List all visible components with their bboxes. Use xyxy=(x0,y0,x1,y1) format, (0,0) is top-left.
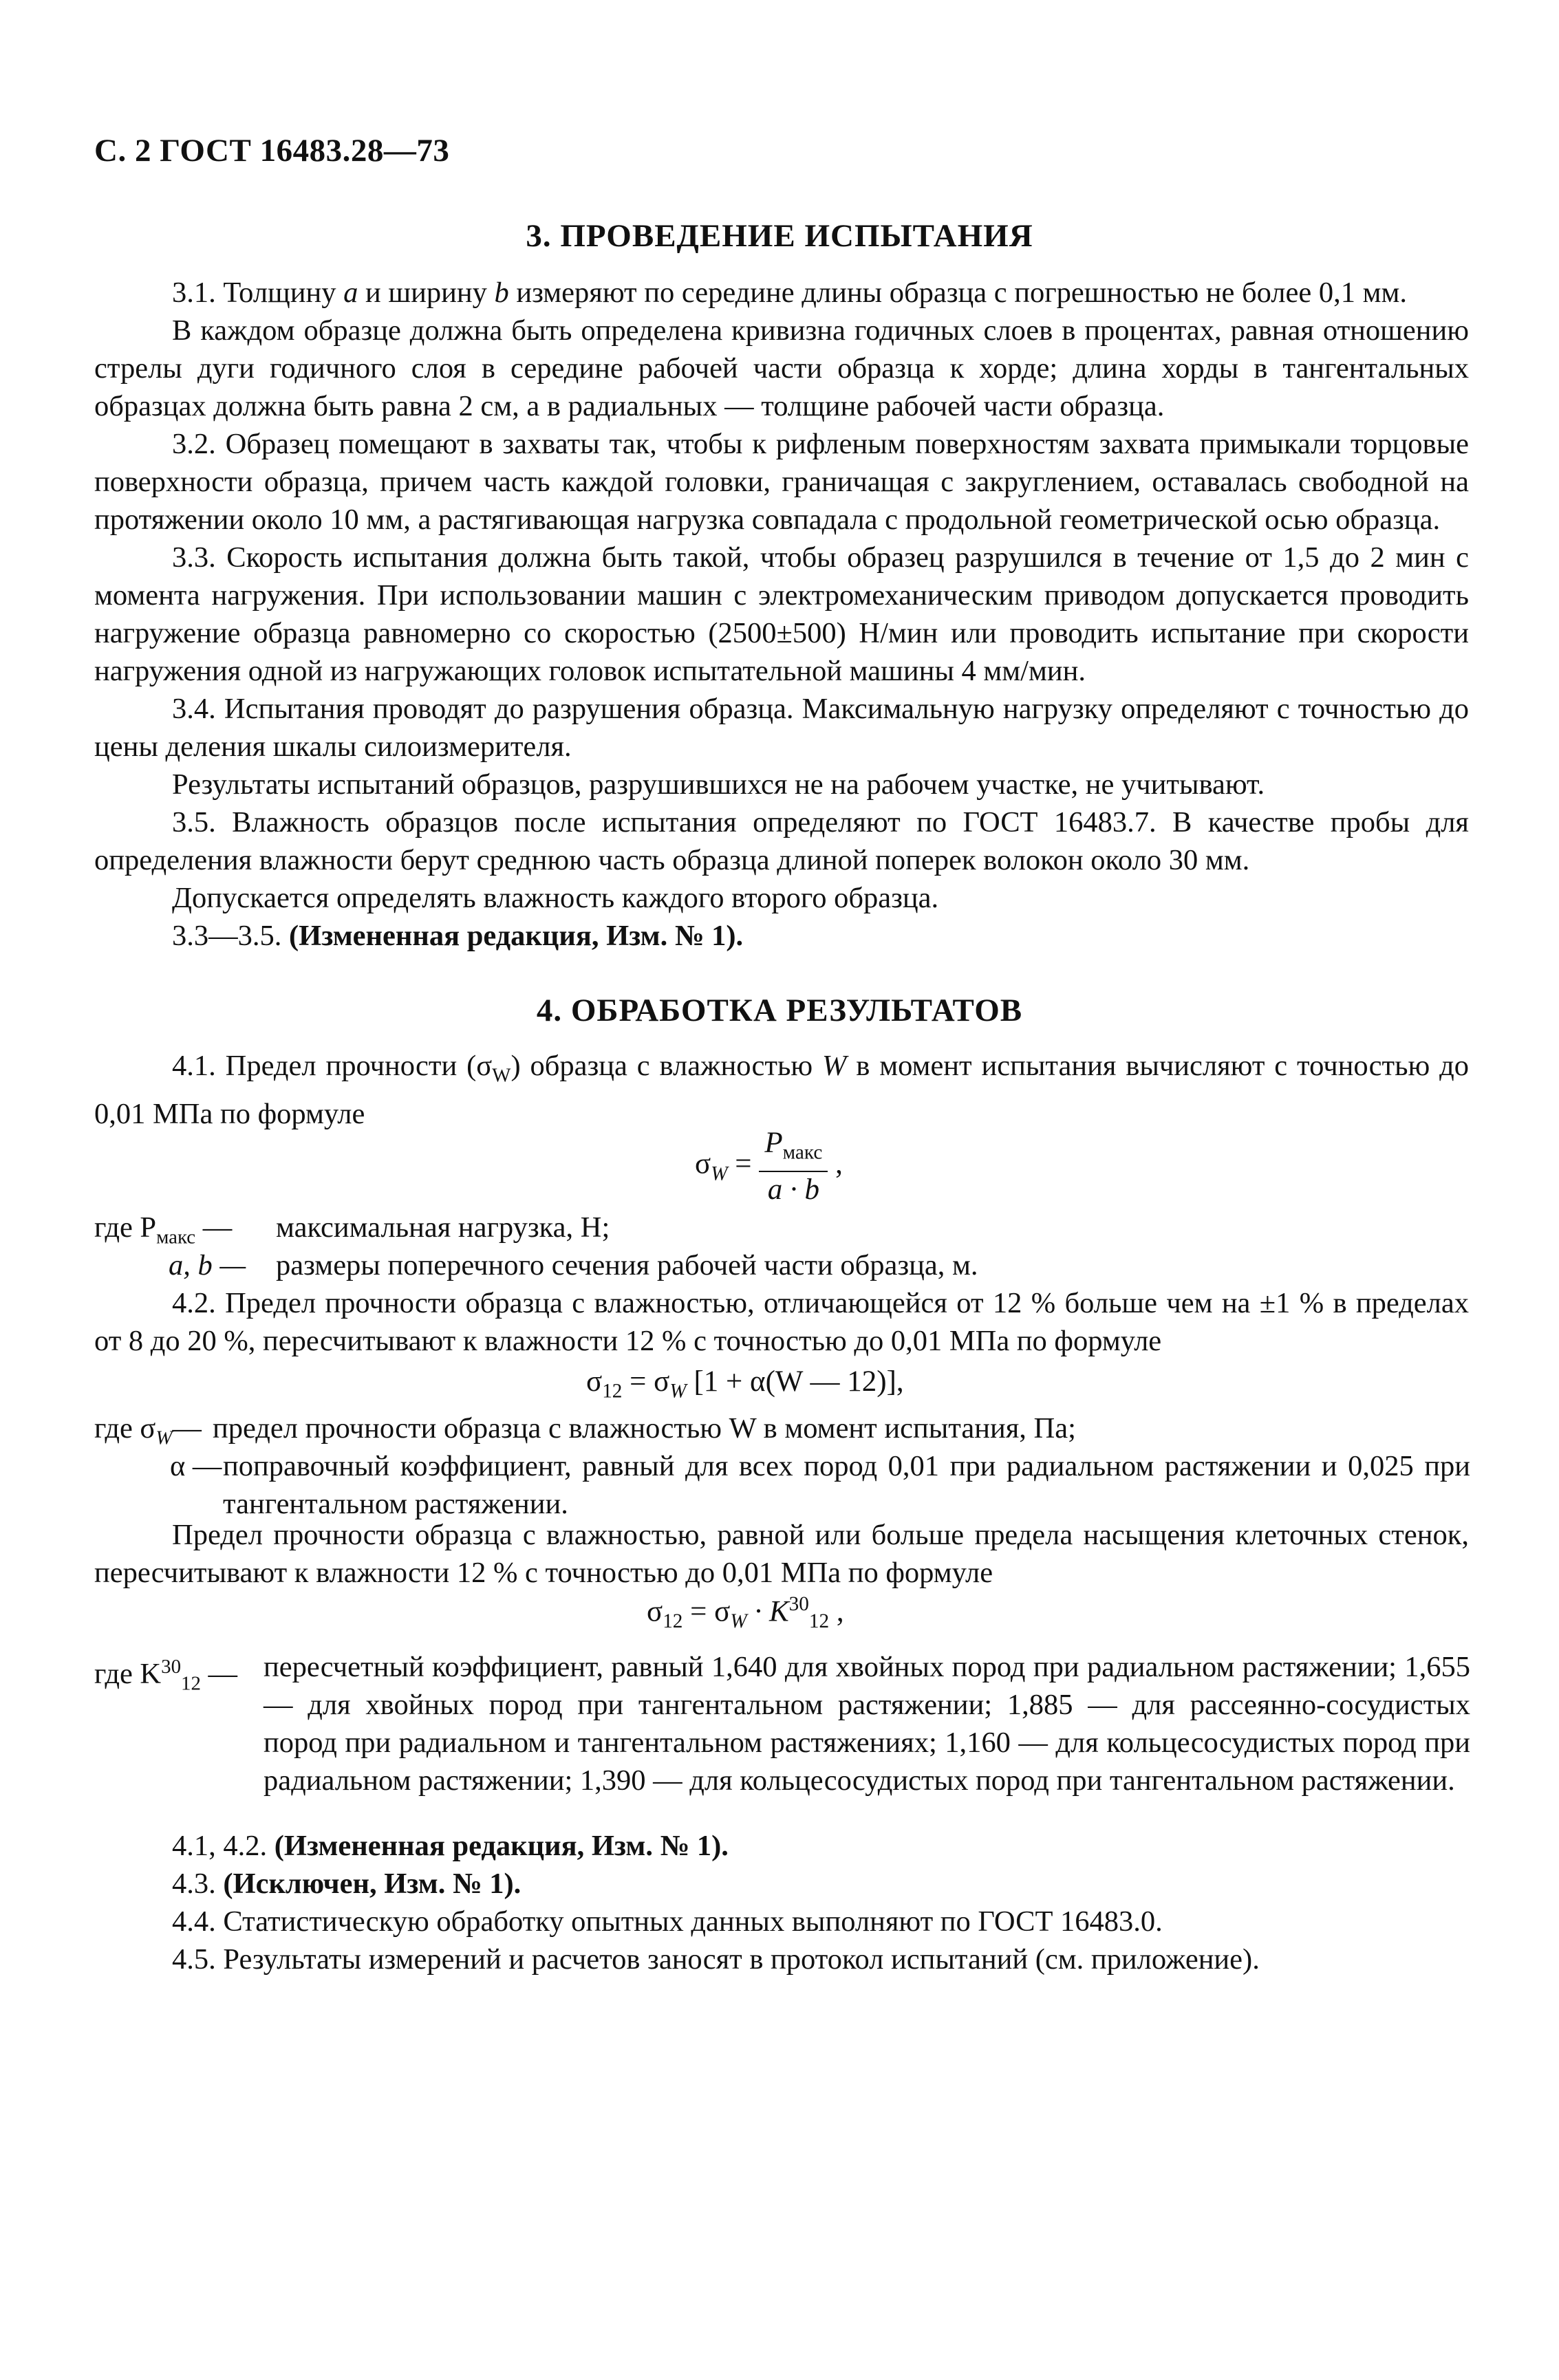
paragraph-4-2-saturation: Предел прочности образца с влажностью, равной или больше предела насыщения клеточных стенок, пересчитывают к влажности 12 % с точностью до 0,01 МПа по формуле xyxy=(94,1519,1469,1589)
paragraph-3-3: 3.3. Скорость испытания должна быть такой, чтобы образец разрушился в течение от 1,5 до 2 мин с момента нагружения. При использовании машин с электромеханическим приводом допускается проводить нагружение образца равномерно со скоростью (2500±500) Н/мин или проводить испытание при скорости нагружения одной из нагружающих головок испытательной машины 4 мм/мин. xyxy=(94,541,1469,687)
amendment-note-4-1: 4.1, 4.2. (Измененная редакция, Изм. № 1). xyxy=(172,1830,729,1862)
section-4-title: 4. ОБРАБОТКА РЕЗУЛЬТАТОВ xyxy=(536,993,1023,1028)
formula-sigma-12: $\sigma_{12} = \sigma_W$ [1 + α(W — 12)], xyxy=(586,1365,904,1403)
definition-text-pmax: максимальная нагрузка, Н; xyxy=(276,1211,610,1244)
definition-text-ab: размеры поперечного сечения рабочей части образца, м. xyxy=(276,1249,978,1281)
paragraph-3-1-curvature: В каждом образце должна быть определена кривизна годичных слоев в процентах, равная отношению стрелы дуги годичного слоя в середине рабочей части образца к хорде; длина хорды в тангентальных образцах должна быть равна 2 см, а в радиальных — толщине рабочей части образца. xyxy=(94,314,1469,422)
definition-label-sigma-w: где $\sigma_W—$ xyxy=(94,1412,202,1449)
definition-text-k: пересчетный коэффициент, равный 1,640 для хвойных пород при радиальном растяжении; 1,655 — для хвойных пород при тангентальном растяжении; 1,885 — для рассеянно-сосудистых пород при радиальном и тангентальном растяжениях; 1,160 — для кольцесосудистых пород при радиальном растяжении; 1,390 — для кольцесосудистых пород при тангентальном растяжении. xyxy=(264,1651,1470,1797)
formula-sigma-w: $\sigma_W$ = $\frac{P_{макс}}{a \cdot b}$ , xyxy=(695,1125,843,1208)
formula-sigma-12-k: $\sigma_{12} = \sigma_W \cdot K^{30}_{12}$ , xyxy=(647,1593,844,1632)
amendment-note-3: 3.3—3.5. (Измененная редакция, Изм. № 1). xyxy=(172,920,744,952)
section-4-notes xyxy=(94,1827,1469,1978)
paragraph-4-4: 4.4. Статистическую обработку опытных данных выполняют по ГОСТ 16483.0. xyxy=(172,1905,1163,1938)
definition-label-ab: a, b — xyxy=(169,1249,246,1281)
fraction: $\frac{P_{макс}}{a \cdot b}$ xyxy=(759,1125,828,1208)
paragraph-3-4-results: Результаты испытаний образцов, разрушившихся не на рабочем участке, не учитывают. xyxy=(172,768,1265,801)
page-header: С. 2 ГОСТ 16483.28—73 xyxy=(94,133,450,169)
paragraph-4-2: 4.2. Предел прочности образца с влажностью, отличающейся от 12 % больше чем на ±1 % в пределах от 8 до 20 %, пересчитывают к влажности 12 % с точностью до 0,01 МПа по формуле xyxy=(94,1287,1469,1357)
paragraph-3-5-humidity: Допускается определять влажность каждого второго образца. xyxy=(172,882,939,914)
paragraph-4-5: 4.5. Результаты измерений и расчетов заносят в протокол испытаний (см. приложение). xyxy=(172,1943,1260,1976)
paragraph-4-1: 4.1. Предел прочности $(\sigma_W)$ образца с влажностью W в момент испытания вычисляют с точностью до 0,01 МПа по формуле xyxy=(94,1050,1469,1130)
definition-label-pmax: где $P_{макс}$ — xyxy=(94,1211,233,1248)
paragraph-3-5: 3.5. Влажность образцов после испытания определяют по ГОСТ 16483.7. В качестве пробы для определения влажности берут среднюю часть образца длиной поперек волокон около 30 мм. xyxy=(94,806,1469,876)
amendment-note-4-3: 4.3. (Исключен, Изм. № 1). xyxy=(172,1868,522,1900)
paragraph-3-2: 3.2. Образец помещают в захваты так, чтобы к рифленым поверхностям захвата примыкали торцовые поверхности образца, причем часть каждой головки, граничащая с закруглением, оставалась свободной на протяжении около 10 мм, а растягивающая нагрузка совпадала с продольной геометрической осью образца. xyxy=(94,428,1469,536)
definition-text-alpha: поправочный коэффициент, равный для всех пород 0,01 при радиальном растяжении и 0,025 при тангентальном растяжении. xyxy=(223,1450,1470,1520)
definition-text-sigma-w: предел прочности образца с влажностью W в момент испытания, Па; xyxy=(213,1412,1076,1445)
definition-label-k: где $K^{30}_{12}$ — xyxy=(94,1656,238,1695)
paragraph-3-1: 3.1. Толщину a и ширину b измеряют по середине длины образца с погрешностью не более 0,1 мм. xyxy=(172,277,1408,309)
section-3-title: 3. ПРОВЕДЕНИЕ ИСПЫТАНИЯ xyxy=(526,218,1033,254)
paragraph-3-4: 3.4. Испытания проводят до разрушения образца. Максимальную нагрузку определяют с точностью до цены деления шкалы силоизмерителя. xyxy=(94,693,1469,763)
section-3-body xyxy=(94,274,1469,955)
definition-label-alpha: α — xyxy=(170,1450,222,1482)
